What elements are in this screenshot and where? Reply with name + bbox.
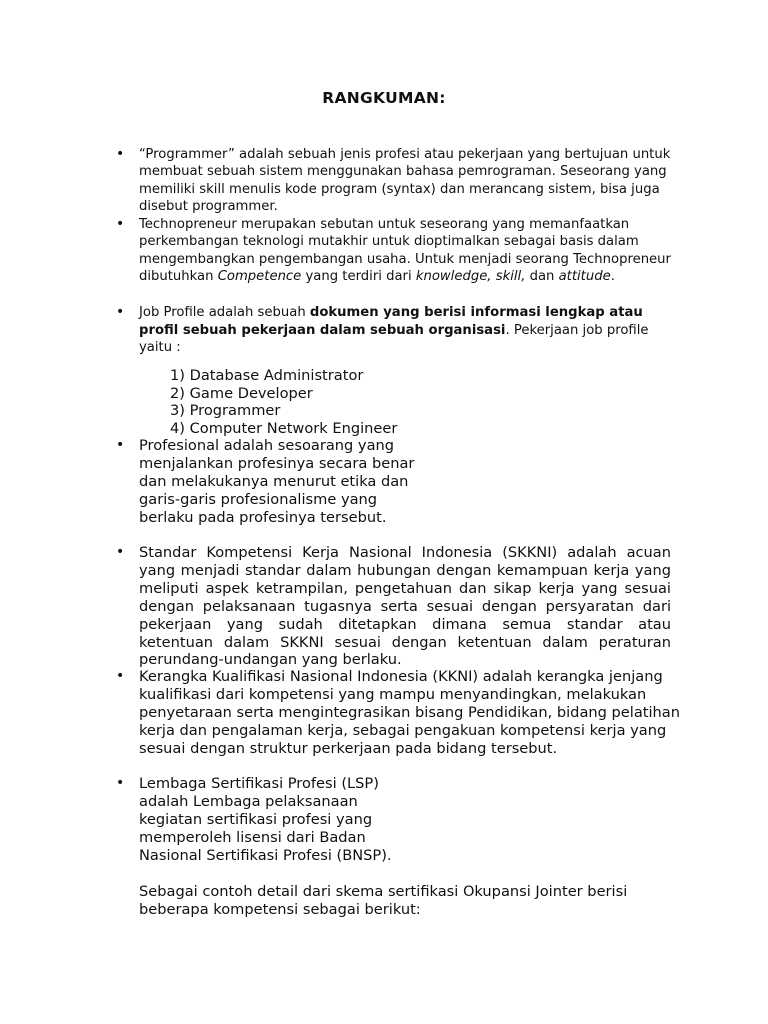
bullet-marker: • (116, 544, 125, 560)
bullet-item-kkni (116, 668, 684, 758)
job-profile-list (170, 367, 397, 437)
bullet-marker: • (116, 775, 125, 791)
bullet-text: Technopreneur merupakan sebutan untuk seseorang yang memanfaatkan perkembangan teknologi mutakhir untuk dioptimalkan sebagai basis dalam mengembangkan pengembangan usaha. Untuk menjadi seorang Technopreneur dibutuhkan (139, 217, 671, 284)
bullet-text: dan (525, 268, 559, 284)
bullet-item-programmer (116, 146, 679, 215)
page-title: RANGKUMAN: (322, 89, 446, 107)
bullet-item-lsp (116, 775, 407, 865)
bullet-marker: • (116, 304, 125, 320)
list-item: 2) Game Developer (170, 384, 313, 402)
emphasis-knowledge-skill: knowledge, skill, (415, 268, 526, 284)
list-item: 4) Computer Network Engineer (170, 419, 398, 437)
bullet-item-technopreneur (116, 216, 679, 285)
emphasis-attitude: attitude (558, 268, 611, 284)
bullet-text: . Pekerjaan job profile yaitu : (139, 322, 649, 355)
bullet-text: Kerangka Kualifikasi Nasional Indonesia (KKNI) adalah kerangka jenjang kualifikasi dari kompetensi yang mampu menyandingkan, melakukan penyetaraan serta mengintegrasikan bisang Pendidikan, bidang pelatihan kerja dan pengalaman kerja, sebagai pengakuan kompetensi kerja yang sesuai dengan struktur perkerjaan pada bidang tersebut. (139, 668, 680, 757)
bullet-item-profesional (116, 437, 424, 527)
bullet-text: Profesional adalah sesoarang yang menjalankan profesinya secara benar dan melakukanya menurut etika dan garis-garis profesionalisme yang berlaku pada profesinya tersebut. (139, 437, 415, 526)
emphasis-competence: Competence (217, 268, 302, 284)
bold-definition: dokumen yang berisi informasi lengkap atau profil sebuah pekerjaan dalam sebuah organisasi (139, 305, 643, 338)
bullet-text: “Programmer” adalah sebuah jenis profesi atau pekerjaan yang bertujuan untuk membuat sebuah sistem menggunakan bahasa pemrograman. Seseorang yang memiliki skill menulis kode program (syntax) dan merancang sistem, bisa juga disebut programmer. (139, 147, 671, 214)
bullet-item-skkni (116, 544, 671, 669)
bullet-text: Job Profile adalah sebuah (139, 305, 310, 320)
list-item: 3) Programmer (170, 402, 281, 420)
lsp-example-paragraph (139, 883, 654, 919)
bullet-text: yang terdiri dari (301, 268, 416, 284)
bullet-marker: • (116, 146, 125, 162)
bullet-text: Standar Kompetensi Kerja Nasional Indonesia (SKKNI) adalah acuan yang menjadi standar dalam hubungan dengan kemampuan kerja yang meliputi aspek ketrampilan, pengetahuan dan sikap kerja yang sesuai dengan pelaksanaan tugasnya serta sesuai dengan persyaratan dari pekerjaan yang sudah ditetapkan dimana semua standar atau ketentuan dalam SKKNI sesuai dengan ketentuan dalam peraturan perundang-undangan yang berlaku. (139, 544, 671, 669)
bullet-item-job-profile (116, 304, 679, 357)
paragraph-text: Sebagai contoh detail dari skema sertifikasi Okupansi Jointer berisi beberapa kompetensi sebagai berikut: (139, 883, 628, 918)
bullet-marker: • (116, 668, 125, 684)
bullet-text: . (610, 268, 615, 284)
list-item: 1) Database Administrator (170, 367, 364, 384)
bullet-marker: • (116, 437, 125, 453)
bullet-text: Lembaga Sertifikasi Profesi (LSP) adalah Lembaga pelaksanaan kegiatan sertifikasi profesi yang memperoleh lisensi dari Badan Nasional Sertifikasi Profesi (BNSP). (139, 775, 392, 864)
bullet-marker: • (116, 216, 125, 232)
